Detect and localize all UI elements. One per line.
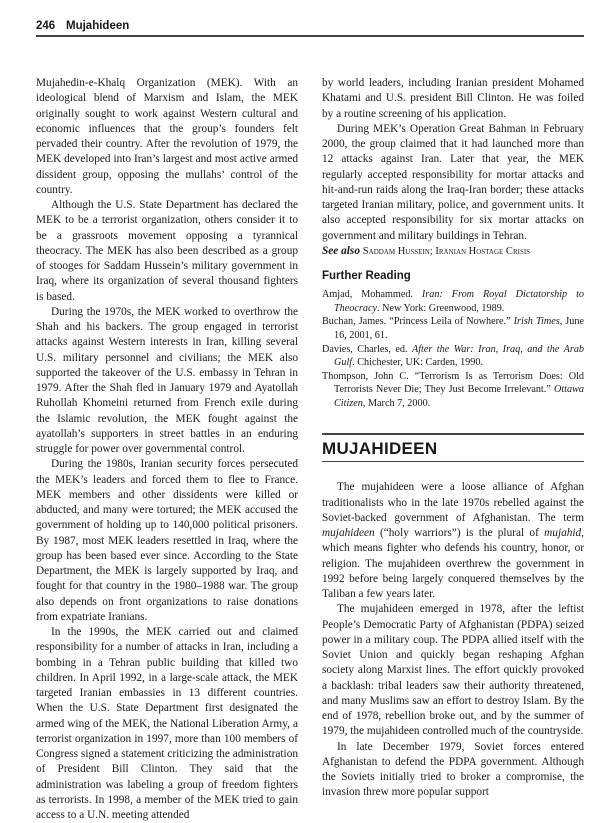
bib-entry: Buchan, James. “Princess Leila of Nowhere.” Irish Times, June 16, 2001, 61. (322, 316, 584, 342)
bib-entry: Davies, Charles, ed. After the War: Iran, Iraq, and the Arab Gulf. Chichester, UK: Carden, 1990. (322, 343, 585, 369)
paragraph: During MEK’s Operation Great Bahman in February 2000, the group claimed that it had launched more than 12 attacks against Iran. Later that year, the MEK regularly accepted responsibility for mortar attacks and hit-and-run raids along the Iraq-Iran border; these attacks targeted Iranian military, police, and government units. It also accepted responsibility for six mortar attacks on government and military buildings in Tehran. (322, 122, 584, 242)
paragraph: Mujahedin-e-Khalq Organization (MEK). With an ideological blend of Marxism and Islam, the MEK originally sought to work against Western cultural and economic influences that the group’s founders felt pervaded their country. After the revolution of 1979, the MEK developed into Iran’s largest and most active armed dissident group, opposing the mullahs’ control of the country. (36, 77, 298, 196)
bib-entry: Amjad, Mohammed. Iran: From Royal Dictatorship to Theocracy. New York: Greenwood, 1989. (322, 289, 584, 314)
running-title: Mujahideen (66, 20, 130, 32)
paragraph: The mujahideen were a loose alliance of Afghan traditionalists who in the late 1970s rebelled against the Soviet-backed government of Afghanistan. The term mujahideen (“holy warriors”) is the plural of mujahid, which means fighter who defends his country, honor, or religion. The mujahideen overthrew the government in 1992 before being largely conquered themselves by the Taliban a few years later. (322, 481, 584, 601)
entry-title: MUJAHIDEEN (322, 439, 438, 459)
see-also (322, 244, 584, 259)
see-also-refs: Saddam Hussein; Iranian Hostage Crisis (362, 245, 531, 257)
header-rule (36, 35, 584, 37)
left-column (36, 76, 298, 823)
bibliography (322, 288, 584, 410)
running-header (36, 16, 584, 36)
paragraph: by world leaders, including Iranian president Mohamed Khatami and U.S. president Bill Clinton. He was foiled by a routine screening of his application. (322, 77, 584, 120)
further-reading-heading: Further Reading (322, 270, 411, 282)
paragraph: During the 1980s, Iranian security forces persecuted the MEK’s leaders and forced them to flee to France. MEK members and other dissidents were killed or abducted, and many were tortured; the MEK accused the government of holding up to 140,000 political prisoners. By 1987, most MEK leaders resettled in Iraq, where the group has been based ever since. According to the State Department, the MEK is largely supported by Iraq, and fought for that country in the 1980–1988 war. The group also depends on front organizations to raise donations from expatriate Iranians. (36, 458, 298, 623)
entry-rule-bottom (322, 461, 584, 462)
page-number: 246 (36, 20, 56, 32)
see-also-label: See also (322, 244, 360, 257)
paragraph: Although the U.S. State Department has declared the MEK to be a terrorist organization, others consider it to be a grassroots movement opposing a tyrannical theocracy. The MEK has also been described as a group of stooges for Saddam Hussein’s military government in Iraq, where its organization of several thousand fighters is based. (36, 199, 298, 303)
paragraph: The mujahideen emerged in 1978, after the leftist People’s Democratic Party of Afghanistan (PDPA) seized power in a military coup. The PDPA allied itself with the Soviet Union and quickly began reshaping Afghan society along Marxist lines. The effort quickly provoked a backlash: tribal leaders saw their authority threatened, and many Muslims saw an effort to destroy Islam. By the end of 1978, rebellion broke out, and by the summer of 1979, the mujahideen controlled much of the countryside. (322, 603, 584, 738)
entry-header (322, 433, 584, 463)
bib-entry: Thompson, John C. “Terrorism Is as Terrorism Does: Old Terrorists Never Die; They Just Become Irrelevant.” Ottawa Citizen, March 7, 2000. (322, 370, 584, 409)
right-column (322, 76, 584, 801)
paragraph: In late December 1979, Soviet forces entered Afghanistan to defend the PDPA government. Although the Soviets initially tried to broker a compromise, the invasion threw more popular support (322, 740, 584, 799)
paragraph: During the 1970s, the MEK worked to overthrow the Shah and his backers. The group engaged in terrorist attacks against Western interests in Iran, killing several U.S. military personnel and civilians; the MEK also supported the takeover of the U.S. embassy in Tehran in 1979. After the Shah fled in January 1979 and Ayatollah Ruhollah Khomeini returned from French exile during the Islamic revolution, the MEK fought against the ayatollah’s supporters in street battles in an enduring struggle for power over governmental control. (36, 305, 298, 455)
paragraph: In the 1990s, the MEK carried out and claimed responsibility for a number of attacks in Iran, including a bombing in a Tehran public building that killed two children. In April 1992, in a large-scale attack, the MEK targeted Iranian embassies in 13 different countries. When the U.S. State Department first designated the armed wing of the MEK, the National Liberation Army, a terrorist organization in 1997, more than 100 members of Congress signed a statement criticizing the administration of President Bill Clinton. They said that the administration was labeling a group of freedom fighters as terrorists. In 1998, a member of the MEK tried to gain access to a U.N. meeting attended (36, 626, 298, 821)
